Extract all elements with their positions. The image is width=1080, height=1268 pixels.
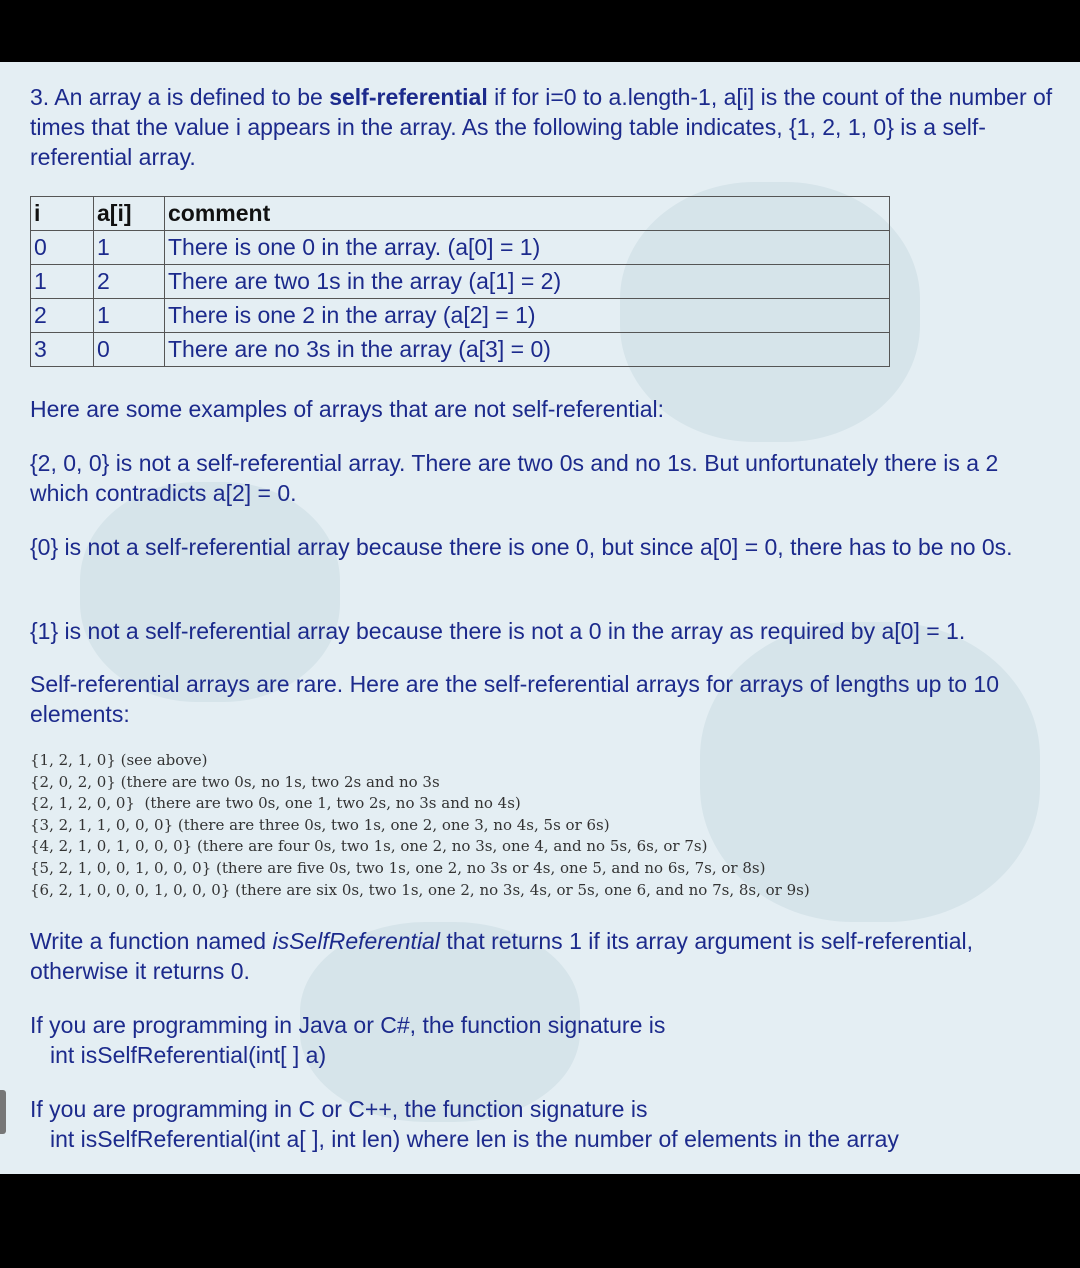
c-signature-code: int isSelfReferential(int a[ ], int len) where len is the number of elements in the array [50, 1126, 899, 1152]
java-signature-code: int isSelfReferential(int[ ] a) [50, 1042, 327, 1068]
cell-comment: There are no 3s in the array (a[3] = 0) [165, 333, 890, 367]
cell-ai: 1 [94, 299, 165, 333]
header-ai: a[i] [94, 197, 165, 231]
rare-arrays-paragraph: Self-referential arrays are rare. Here are the self-referential arrays for arrays of lengths up to 10 elements: [30, 671, 999, 727]
table-row [31, 265, 890, 299]
cell-comment: There are two 1s in the array (a[1] = 2) [165, 265, 890, 299]
cell-comment: There is one 2 in the array (a[2] = 1) [165, 299, 890, 333]
scrollbar-handle[interactable] [0, 1090, 6, 1134]
list-item: {1, 2, 1, 0} (see above) [30, 751, 208, 769]
list-item: {6, 2, 1, 0, 0, 0, 1, 0, 0, 0} (there are six 0s, two 1s, one 2, no 3s, 4s, or 5s, one 6, and no 7s, 8s, or 9s) [30, 880, 810, 899]
cell-ai: 2 [94, 265, 165, 299]
task-suffix: that returns 1 if its array argument is self-referential, otherwise it returns 0. [30, 928, 973, 984]
self-referential-table [30, 196, 890, 367]
list-item: {2, 0, 2, 0} (there are two 0s, no 1s, two 2s and no 3s [30, 772, 440, 791]
document-page [0, 62, 1080, 1174]
intro-term: self-referential [329, 84, 488, 110]
java-signature-intro: If you are programming in Java or C#, the function signature is [30, 1012, 666, 1038]
cell-i: 0 [31, 231, 94, 265]
c-signature-intro: If you are programming in C or C++, the function signature is [30, 1096, 648, 1122]
header-i: i [31, 197, 94, 231]
list-item: {4, 2, 1, 0, 1, 0, 0, 0} (there are four 0s, two 1s, one 2, no 3s, one 4, and no 5s, 6s, or 7s) [30, 837, 708, 856]
cell-comment: There is one 0 in the array. (a[0] = 1) [165, 231, 890, 265]
example-paragraph: {0} is not a self-referential array because there is one 0, but since a[0] = 0, there has to be no 0s. [30, 534, 1013, 560]
table-row [31, 231, 890, 265]
table-row [31, 333, 890, 367]
task-function-name: isSelfReferential [272, 928, 440, 954]
intro-prefix: 3. An array a is defined to be [30, 84, 330, 110]
example-paragraph: {1} is not a self-referential array because there is not a 0 in the array as required by a[0] = 1. [30, 618, 966, 644]
table-row [31, 299, 890, 333]
arrays-list [30, 750, 810, 901]
list-item: {5, 2, 1, 0, 0, 1, 0, 0, 0} (there are five 0s, two 1s, one 2, no 3s or 4s, one 5, and no 6s, 7s, or 8s) [30, 858, 766, 877]
table-header-row [31, 197, 890, 231]
cell-ai: 0 [94, 333, 165, 367]
header-comment: comment [165, 197, 890, 231]
task-prefix: Write a function named [30, 928, 273, 954]
examples-heading: Here are some examples of arrays that are not self-referential: [30, 396, 665, 422]
task-paragraph [30, 926, 1060, 986]
cell-i: 2 [31, 299, 94, 333]
cell-i: 1 [31, 265, 94, 299]
java-signature-block [30, 1010, 1060, 1070]
example-paragraph: {2, 0, 0} is not a self-referential array. There are two 0s and no 1s. But unfortunately there is a 2 which contradicts a[2] = 0. [30, 450, 999, 506]
cell-i: 3 [31, 333, 94, 367]
list-item: {2, 1, 2, 0, 0} (there are two 0s, one 1, two 2s, no 3s and no 4s) [30, 794, 521, 813]
cell-ai: 1 [94, 231, 165, 265]
list-item: {3, 2, 1, 1, 0, 0, 0} (there are three 0s, two 1s, one 2, one 3, no 4s, 5s or 6s) [30, 815, 610, 834]
intro-suffix: if for i=0 to a.length-1, a[i] is the count of the number of times that the value i appears in the array. As the following table indicates, {1, 2, 1, 0} is a self-referential array. [30, 84, 1053, 170]
c-signature-block [30, 1094, 1060, 1154]
intro-paragraph [30, 82, 1070, 172]
